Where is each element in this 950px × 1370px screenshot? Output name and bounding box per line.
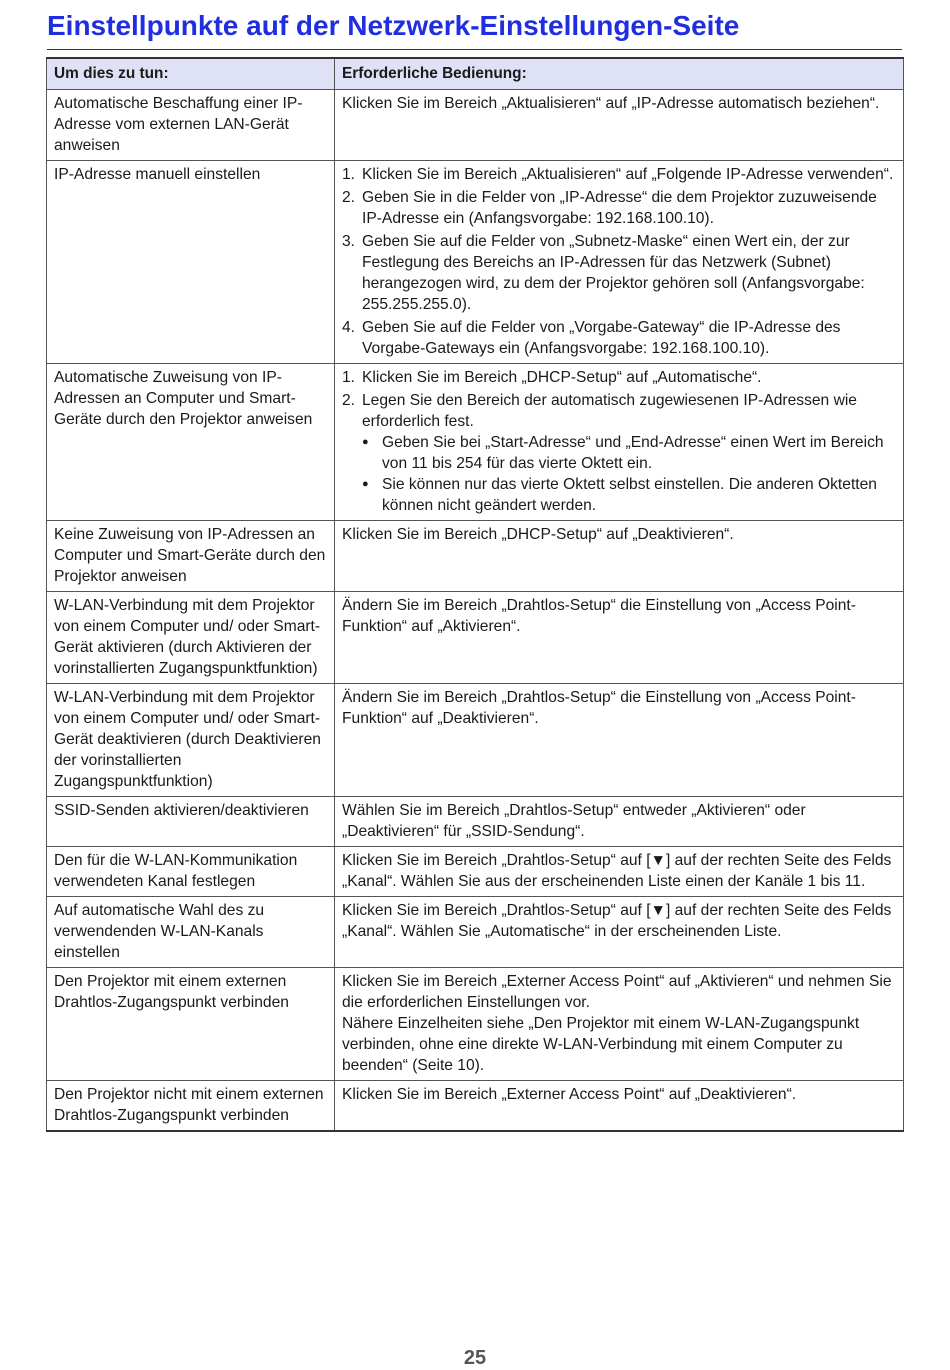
step-item	[342, 164, 896, 185]
bullet-item	[362, 432, 896, 474]
bullet-item	[362, 474, 896, 516]
table-header-row	[47, 58, 904, 90]
title-divider	[47, 49, 902, 50]
column-header-task: Um dies zu tun:	[47, 58, 335, 90]
step-item	[342, 317, 896, 359]
settings-table	[46, 57, 904, 1132]
step-text: Geben Sie in die Felder von „IP-Adresse“ die dem Projektor zuzuweisende IP-Adresse ein (Anfangsvorgabe: 192.168.100.10).	[362, 189, 877, 227]
table-row	[47, 797, 904, 847]
operation-cell	[335, 161, 904, 364]
table-row	[47, 364, 904, 521]
task-cell: Den Projektor nicht mit einem externen Drahtlos-Zugangspunkt verbinden	[47, 1081, 335, 1132]
table-row	[47, 161, 904, 364]
task-cell: W-LAN-Verbindung mit dem Projektor von einem Computer und/ oder Smart-Gerät aktivieren (durch Aktivieren der vorinstallierten Zugangspunktfunktion)	[47, 592, 335, 684]
bullet-text: Sie können nur das vierte Oktett selbst einstellen. Die anderen Oktetten können nicht geändert werden.	[382, 476, 877, 514]
operation-cell: Ändern Sie im Bereich „Drahtlos-Setup“ die Einstellung von „Access Point-Funktion“ auf „Deaktivieren“.	[335, 684, 904, 797]
step-list	[342, 164, 896, 359]
table-row	[47, 592, 904, 684]
step-text: Klicken Sie im Bereich „Aktualisieren“ auf „Folgende IP-Adresse verwenden“.	[362, 166, 894, 183]
step-item	[342, 367, 896, 388]
table-row	[47, 968, 904, 1081]
page-title: Einstellpunkte auf der Netzwerk-Einstellungen-Seite	[47, 10, 740, 41]
operation-cell: Klicken Sie im Bereich „Drahtlos-Setup“ auf [▼] auf der rechten Seite des Felds „Kanal“. Wählen Sie aus der erscheinenden Liste einen der Kanäle 1 bis 11.	[335, 847, 904, 897]
step-text: Legen Sie den Bereich der automatisch zugewiesenen IP-Adressen wie erforderlich fest.	[362, 392, 857, 430]
table-row	[47, 684, 904, 797]
bullet-list	[362, 432, 896, 516]
table-row	[47, 90, 904, 161]
step-text: Klicken Sie im Bereich „DHCP-Setup“ auf „Automatische“.	[362, 369, 762, 386]
step-number: 1.	[342, 369, 356, 386]
task-cell: Automatische Beschaffung einer IP-Adresse vom externen LAN-Gerät anweisen	[47, 90, 335, 161]
step-text: Geben Sie auf die Felder von „Subnetz-Maske“ einen Wert ein, der zur Festlegung des Bereichs an IP-Adressen für das Netzwerk (Subnet) herangezogen wird, zu dem der Projektor gehören soll (Anfangsvorgabe: 255.255.255.0).	[362, 233, 865, 313]
step-item	[342, 231, 896, 315]
operation-cell: Ändern Sie im Bereich „Drahtlos-Setup“ die Einstellung von „Access Point-Funktion“ auf „Aktivieren“.	[335, 592, 904, 684]
bullet-dot-icon: ●	[362, 478, 369, 490]
task-cell: Den für die W-LAN-Kommunikation verwendeten Kanal festlegen	[47, 847, 335, 897]
step-text-block	[362, 390, 896, 516]
table-row	[47, 1081, 904, 1132]
task-cell: Keine Zuweisung von IP-Adressen an Computer und Smart-Geräte durch den Projektor anweisen	[47, 521, 335, 592]
operation-cell: Klicken Sie im Bereich „DHCP-Setup“ auf „Deaktivieren“.	[335, 521, 904, 592]
step-number: 4.	[342, 319, 356, 336]
operation-cell: Klicken Sie im Bereich „Externer Access Point“ auf „Deaktivieren“.	[335, 1081, 904, 1132]
step-item	[342, 390, 896, 516]
operation-reference-text: Nähere Einzelheiten siehe „Den Projektor mit einem W-LAN-Zugangspunkt verbinden, ohne eine direkte W-LAN-Verbindung mit einem Computer zu beenden“ (Seite 10).	[342, 1015, 860, 1074]
task-cell: IP-Adresse manuell einstellen	[47, 161, 335, 364]
table-row	[47, 897, 904, 968]
operation-cell	[335, 364, 904, 521]
step-number: 2.	[342, 392, 356, 409]
operation-text: Klicken Sie im Bereich „Externer Access Point“ auf „Aktivieren“ und nehmen Sie die erforderlichen Einstellungen vor.	[342, 973, 892, 1011]
table-row	[47, 521, 904, 592]
bullet-dot-icon: ●	[362, 436, 369, 448]
task-cell: Den Projektor mit einem externen Drahtlos-Zugangspunkt verbinden	[47, 968, 335, 1081]
page-number: 25	[463, 1347, 487, 1369]
operation-cell: Wählen Sie im Bereich „Drahtlos-Setup“ entweder „Aktivieren“ oder „Deaktivieren“ für „SSID-Sendung“.	[335, 797, 904, 847]
step-item	[342, 187, 896, 229]
step-number: 3.	[342, 233, 356, 250]
step-list	[342, 367, 896, 516]
step-number: 1.	[342, 166, 356, 183]
column-header-operation: Erforderliche Bedienung:	[335, 58, 904, 90]
task-cell: Automatische Zuweisung von IP-Adressen an Computer und Smart-Geräte durch den Projektor anweisen	[47, 364, 335, 521]
task-cell: Auf automatische Wahl des zu verwendenden W-LAN-Kanals einstellen	[47, 897, 335, 968]
task-cell: W-LAN-Verbindung mit dem Projektor von einem Computer und/ oder Smart-Gerät deaktivieren (durch Deaktivieren der vorinstallierten Zugangspunktfunktion)	[47, 684, 335, 797]
operation-cell: Klicken Sie im Bereich „Aktualisieren“ auf „IP-Adresse automatisch beziehen“.	[335, 90, 904, 161]
bullet-text: Geben Sie bei „Start-Adresse“ und „End-Adresse“ einen Wert im Bereich von 11 bis 254 für das vierte Oktett ein.	[382, 434, 884, 472]
step-number: 2.	[342, 189, 356, 206]
task-cell: SSID-Senden aktivieren/deaktivieren	[47, 797, 335, 847]
operation-cell	[335, 968, 904, 1081]
table-row	[47, 847, 904, 897]
step-text: Geben Sie auf die Felder von „Vorgabe-Gateway“ die IP-Adresse des Vorgabe-Gateways ein (Anfangsvorgabe: 192.168.100.10).	[362, 319, 841, 357]
operation-cell: Klicken Sie im Bereich „Drahtlos-Setup“ auf [▼] auf der rechten Seite des Felds „Kanal“. Wählen Sie „Automatische“ in der erscheinenden Liste.	[335, 897, 904, 968]
